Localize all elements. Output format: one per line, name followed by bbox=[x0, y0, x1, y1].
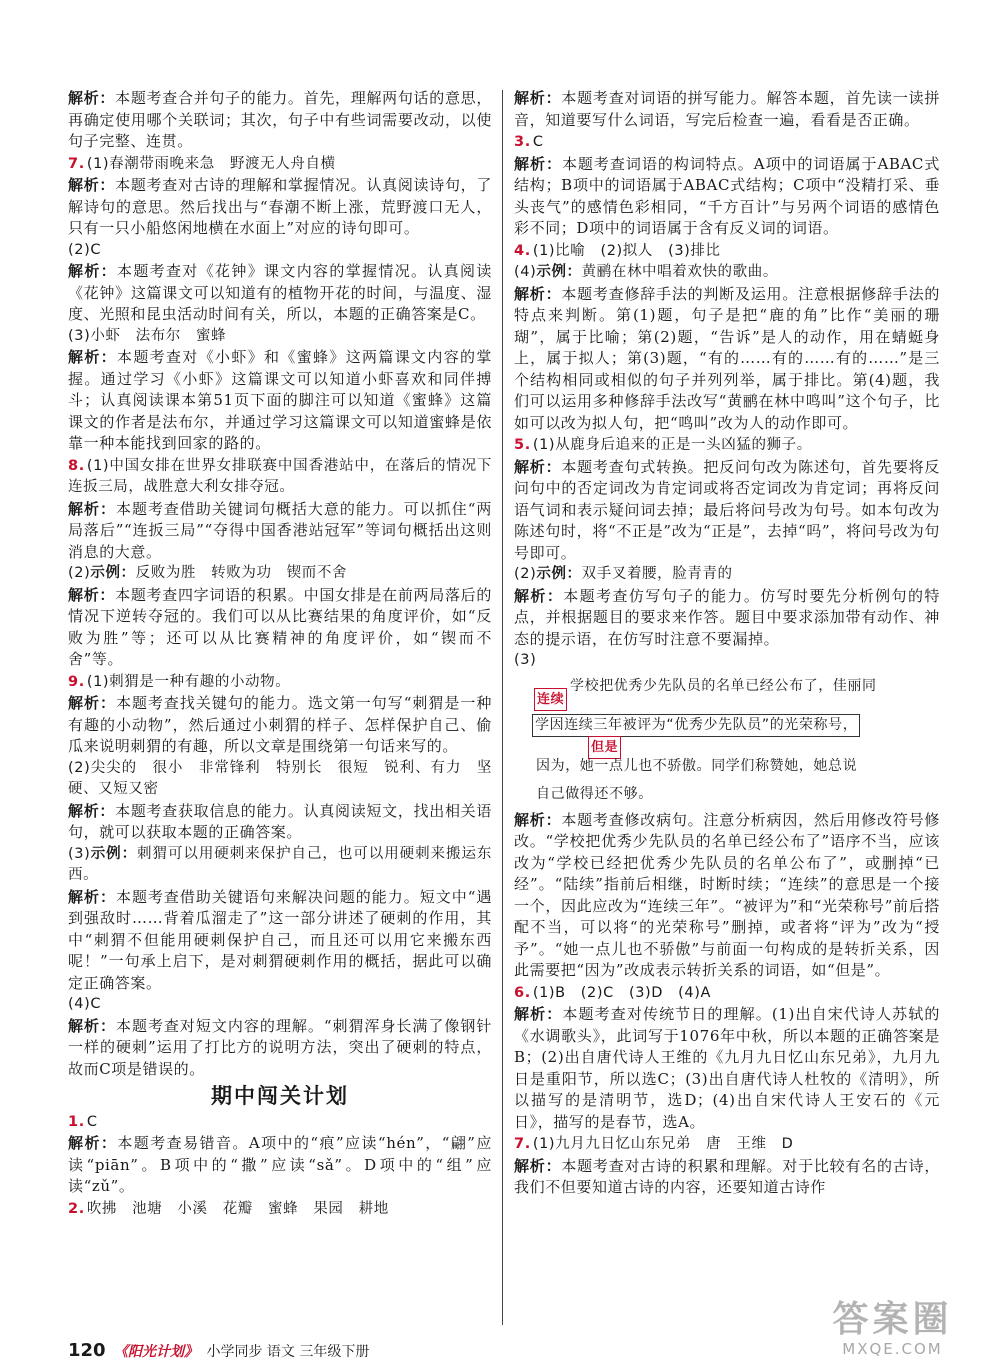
question-number: 8. bbox=[68, 457, 85, 474]
question-number: 1. bbox=[68, 1113, 85, 1130]
question-5-answer-1: 5. (1)从鹿身后追来的正是一头凶猛的狮子。 bbox=[514, 437, 812, 453]
question-7-answer-3: (3)小虾 法布尔 蜜蜂 bbox=[68, 327, 227, 344]
analysis-paragraph: 解析：本题考查对《花钟》课文内容的掌握情况。认真阅读《花钟》这篇课文可以知道有的植物开花的时间，与温度、湿度、光照和昆虫活动时间有关，所以，本题的正确答案是C。 bbox=[68, 262, 492, 323]
question-4-answer-2: (4)示例：黄鹂在林中唱着欢快的歌曲。 bbox=[514, 264, 778, 280]
question-8-answer-2: (2)示例：反败为胜 转败为功 锲而不舍 bbox=[68, 565, 348, 581]
question-5-answer-2: (2)示例：双手叉着腰，脸青青的 bbox=[514, 566, 733, 582]
correction-mark: 但是 bbox=[588, 736, 621, 760]
question-9-answer-1: 9. (1)刺猬是一种有趣的小动物。 bbox=[68, 673, 291, 690]
correction-mark: 连续 bbox=[534, 688, 567, 712]
question-number: 9. bbox=[68, 673, 85, 690]
analysis-paragraph: 解析：本题考查对词语的拼写能力。解答本题，首先读一读拼音，知道要写什么词语，写完后检查一遍，看看是否正确。 bbox=[514, 89, 940, 129]
corrected-line: 学因连续三年被评为“优秀少先队员”的光荣称号， bbox=[532, 714, 860, 738]
left-column bbox=[68, 88, 492, 1220]
analysis-paragraph: 解析：本题考查修改病句。注意分析病因，然后用修改符号修改。“学校把优秀少先队员的名单已经公布了”语序不当，应该改为“学校已经把优秀少先队员的名单公布了”，或删掉“已经”。“陆续”指前后相继，时断时续；“连续”的意思是一个接一个，因此应改为“连续三年”。“被评为”和“光荣称号”前后搭配不当，可以将“的光荣称号”删掉，或者将“评为”改为“授予”。“她一点儿也不骄傲”与前面一句构成的是转折关系，因此需要把“因为”改成表示转折关系的词语，如“但是”。 bbox=[514, 810, 940, 979]
corrected-line: 学校把优秀少先队员的名单已经公布了，佳丽同 bbox=[570, 677, 877, 694]
analysis-paragraph: 解析：本题考查对《小虾》和《蜜蜂》这两篇课文内容的掌握。通过学习《小虾》这篇课文可以知道小虾喜欢和同伴搏斗；认真阅读课本第51页下面的脚注可以知道《蜜蜂》这篇课文的作者是法布尔，并通过学习这篇课文可以知道蜜蜂是依靠一种本能找到回家的路的。 bbox=[68, 348, 492, 452]
corrected-line: 自己做得还不够。 bbox=[536, 785, 653, 802]
question-7-answer-2: (2)C bbox=[68, 241, 102, 258]
midterm-question-1-answer: 1. C bbox=[68, 1113, 98, 1130]
section-title: 期中闯关计划 bbox=[211, 1084, 349, 1108]
question-number: 6. bbox=[514, 984, 531, 1001]
analysis-paragraph: 解析：本题考查借助关键词句概括大意的能力。可以抓住“两局落后”“连扳三局”“夺得中国香港站冠军”等词句概括出这则消息的大意。 bbox=[68, 499, 492, 561]
analysis-paragraph: 解析：本题考查对古诗的理解和掌握情况。认真阅读诗句，了解诗句的意思。然后找出与“春潮不断上涨，荒野渡口无人，只有一只小船悠闲地横在水面上”对应的诗句即可。 bbox=[68, 176, 492, 237]
right-column bbox=[514, 88, 940, 1199]
analysis-paragraph: 解析：本题考查对传统节日的理解。(1)出自宋代诗人苏轼的《水调歌头》，此词写于1076年中秋，所以本题的正确答案是B；(2)出自唐代诗人王维的《九月九日忆山东兄弟》，九月九日是重阳节，所以选C；(3)出自唐代诗人杜牧的《清明》，所以描写的是清明节，选D；(4)出自宋代诗人王安石的《元日》，描写的是春节，选A。 bbox=[514, 1005, 940, 1131]
watermark-text: 答案圈 bbox=[832, 1299, 953, 1340]
question-number: 3. bbox=[514, 134, 531, 150]
question-4-answer-1: 4. (1)比喻 (2)拟人 (3)排比 bbox=[514, 242, 721, 259]
analysis-paragraph: 解析：本题考查对古诗的积累和理解。对于比较有名的古诗，我们不但要知道古诗的内容，还要知道古诗作 bbox=[514, 1156, 940, 1196]
midterm-question-2-answer: 2. 吹拂 池塘 小溪 花瓣 蜜蜂 果园 耕地 bbox=[68, 1200, 389, 1217]
analysis-paragraph: 解析：本题考查合并句子的能力。首先，理解两句话的意思，再确定使用哪个关联词；其次，句子中有些词需要改动，以使句子完整、连贯。 bbox=[68, 89, 492, 150]
question-number: 5. bbox=[514, 437, 531, 453]
question-9-answer-2: (2)尖尖的 很小 非常锋利 特别长 很短 锐利、有力 坚硬、又短又密 bbox=[68, 759, 492, 797]
question-6-answer: 6. (1)B (2)C (3)D (4)A bbox=[514, 984, 712, 1001]
question-7-answer-1: 7. (1)春潮带雨晚来急 野渡无人舟自横 bbox=[68, 155, 336, 172]
question-number: 7. bbox=[68, 155, 85, 172]
column-divider bbox=[502, 90, 503, 1325]
watermark-url: MXQE.COM bbox=[842, 1340, 943, 1358]
page-footer bbox=[68, 1340, 369, 1361]
analysis-paragraph: 解析：本题考查修辞手法的判断及运用。注意根据修辞手法的特点来判断。第(1)题，句子是把“鹿的角”比作“美丽的珊瑚”，属于比喻；第(2)题，“告诉”是人的动作，用在蜻蜓身上，属于拟人；第(3)题，“有的……有的……有的……”是三个结构相同或相似的句子并列列举，属于排比。第(4)题，我们可以运用多种修辞手法改写“黄鹂在林中鸣叫”这个句子，比如可以改为拟人句，把“鸣叫”改为人的动作即可。 bbox=[514, 284, 940, 432]
brand-logo: 《阳光计划》 bbox=[114, 1344, 199, 1360]
question-number: 4. bbox=[514, 242, 531, 259]
question-7-answer: 7. (1)九月九日忆山东兄弟 唐 王维 D bbox=[514, 1136, 794, 1152]
question-8-answer-1: 8. (1)中国女排在世界女排联赛中国香港站中，在落后的情况下连扳三局，战胜意大利女排夺冠。 bbox=[68, 457, 492, 495]
question-3-answer: 3. C bbox=[514, 134, 544, 150]
analysis-paragraph: 解析：本题考查仿写句子的能力。仿写时要先分析例句的特点，并根据题目的要求来作答。题目中要求添加带有动作、神态的提示语，在仿写时注意不要漏掉。 bbox=[514, 586, 940, 648]
question-9-answer-4: (4)C bbox=[68, 996, 102, 1012]
analysis-paragraph: 解析：本题考查四字词语的积累。中国女排是在前两局落后的情况下逆转夺冠的。我们可以从比赛结果的角度评价，如“反败为胜”等；还可以从比赛精神的角度评价，如“锲而不舍”等。 bbox=[68, 585, 492, 668]
analysis-paragraph: 解析：本题考查易错音。A项中的“痕”应读“hén”，“翩”应读“piān”。B项中的“撒”应读“sǎ”。D项中的“组”应读“zǔ”。 bbox=[68, 1134, 492, 1195]
book-subtitle: 小学同步 语文 三年级下册 bbox=[206, 1344, 370, 1360]
analysis-paragraph: 解析：本题考查获取信息的能力。认真阅读短文，找出相关语句，就可以获取本题的正确答案。 bbox=[68, 801, 492, 841]
question-number: 2. bbox=[68, 1200, 85, 1217]
page-number: 120 bbox=[68, 1340, 106, 1361]
question-9-answer-3: (3)示例：刺猬可以用硬刺来保护自己，也可以用硬刺来搬运东西。 bbox=[68, 845, 492, 883]
watermark bbox=[805, 1300, 980, 1362]
corrected-passage bbox=[514, 674, 940, 804]
analysis-label: 解析： bbox=[68, 89, 116, 107]
analysis-paragraph: 解析：本题考查词语的构词特点。A项中的词语属于ABAC式结构；B项中的词语属于ABAC式结构；C项中“没精打采、垂头丧气”的感情色彩相同，“千方百计”与另两个词语的感情色彩不同；D项中的词语属于含有反义词的词语。 bbox=[514, 154, 940, 237]
corrected-line: 因为，她一点儿也不骄傲。同学们称赞她，她总说 bbox=[536, 757, 858, 774]
analysis-paragraph: 解析：本题考查对短文内容的理解。“刺猬浑身长满了像钢针一样的硬刺”运用了打比方的说明方法，突出了硬刺的特点，故而C项是错误的。 bbox=[68, 1016, 492, 1078]
analysis-paragraph: 解析：本题考查借助关键语句来解决问题的能力。短文中“遇到强敌时……背着瓜溜走了”这一部分讲述了硬刺的作用，其中“刺猬不但能用硬刺保护自己，而且还可以用它来搬东西呢！”一句承上启下，是对刺猬硬刺作用的概括，据此可以确定正确答案。 bbox=[68, 887, 492, 992]
question-number: 7. bbox=[514, 1136, 531, 1152]
analysis-paragraph: 解析：本题考查找关键句的能力。选文第一句写“刺猬是一种有趣的小动物”，然后通过小刺猬的样子、怎样保护自己、偷瓜来说明刺猬的有趣，所以文章是围绕第一句话来写的。 bbox=[68, 694, 492, 755]
analysis-paragraph: 解析：本题考查句式转换。把反问句改为陈述句，首先要将反问句中的否定词改为肯定词或将否定词改为肯定词；再将反问语气词和表示疑问词去掉；最后将问号改为句号。如本句改为陈述句时，将“不正是”改为“正是”，去掉“吗”，将问号改为句号即可。 bbox=[514, 457, 940, 562]
question-5-answer-3: (3) bbox=[514, 652, 537, 668]
